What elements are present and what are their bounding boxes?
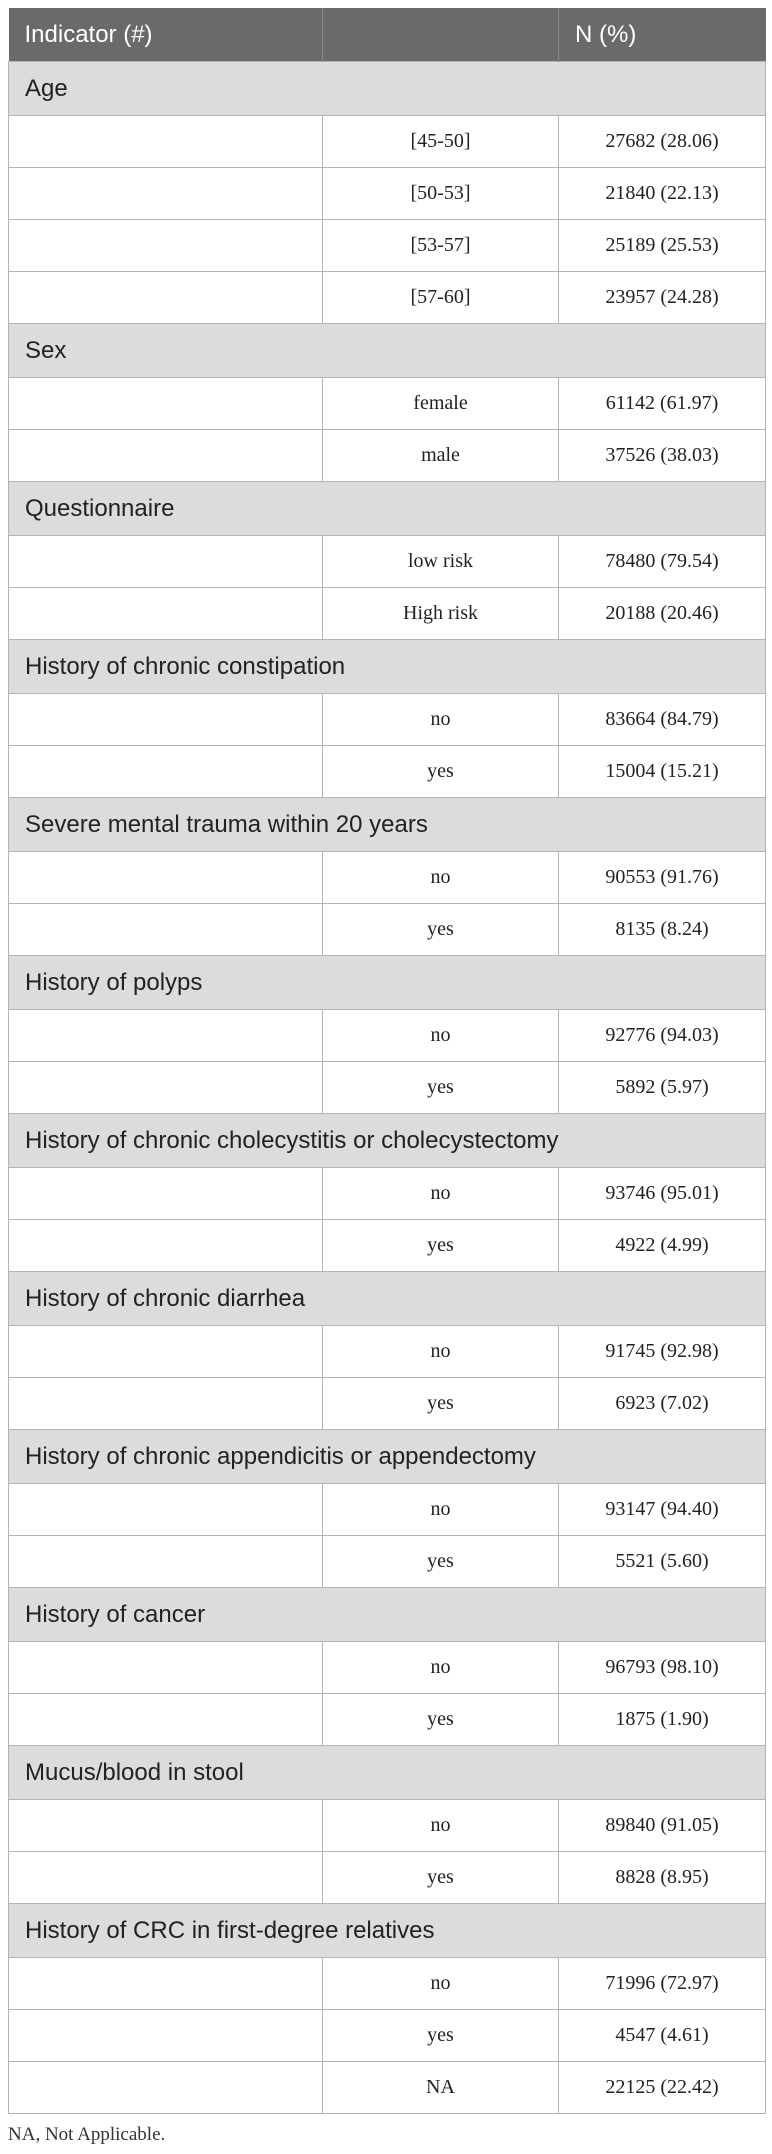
category-cell: yes: [323, 1220, 559, 1272]
empty-indicator-cell: [9, 694, 323, 746]
empty-indicator-cell: [9, 1536, 323, 1588]
empty-indicator-cell: [9, 1958, 323, 2010]
table-row: [9, 588, 766, 640]
empty-indicator-cell: [9, 746, 323, 798]
table-row: [9, 1536, 766, 1588]
group-label: History of chronic constipation: [9, 640, 766, 694]
group-row: [9, 1430, 766, 1484]
table-row: [9, 536, 766, 588]
header-row: [9, 8, 766, 62]
table-row: [9, 1220, 766, 1272]
category-cell: yes: [323, 1694, 559, 1746]
category-cell: no: [323, 1168, 559, 1220]
empty-indicator-cell: [9, 1220, 323, 1272]
group-row: [9, 1114, 766, 1168]
value-cell: 4922 (4.99): [559, 1220, 766, 1272]
empty-indicator-cell: [9, 1852, 323, 1904]
category-cell: yes: [323, 2010, 559, 2062]
header-n-percent: N (%): [559, 8, 766, 62]
value-cell: 91745 (92.98): [559, 1326, 766, 1378]
category-cell: male: [323, 430, 559, 482]
category-cell: [57-60]: [323, 272, 559, 324]
empty-indicator-cell: [9, 220, 323, 272]
empty-indicator-cell: [9, 1484, 323, 1536]
group-label: History of chronic appendicitis or appendectomy: [9, 1430, 766, 1484]
value-cell: 78480 (79.54): [559, 536, 766, 588]
group-row: [9, 482, 766, 536]
category-cell: yes: [323, 1062, 559, 1114]
value-cell: 61142 (61.97): [559, 378, 766, 430]
footnote: NA, Not Applicable.: [8, 2124, 166, 2145]
group-label: History of CRC in first-degree relatives: [9, 1904, 766, 1958]
group-row: [9, 1588, 766, 1642]
empty-indicator-cell: [9, 1326, 323, 1378]
category-cell: High risk: [323, 588, 559, 640]
group-label: History of cancer: [9, 1588, 766, 1642]
value-cell: 37526 (38.03): [559, 430, 766, 482]
value-cell: 8828 (8.95): [559, 1852, 766, 1904]
category-cell: no: [323, 1642, 559, 1694]
table-row: [9, 694, 766, 746]
value-cell: 5521 (5.60): [559, 1536, 766, 1588]
group-label: Mucus/blood in stool: [9, 1746, 766, 1800]
empty-indicator-cell: [9, 1800, 323, 1852]
value-cell: 21840 (22.13): [559, 168, 766, 220]
group-label: Sex: [9, 324, 766, 378]
table-row: [9, 1642, 766, 1694]
table-row: [9, 1694, 766, 1746]
table-row: [9, 1800, 766, 1852]
value-cell: 6923 (7.02): [559, 1378, 766, 1430]
category-cell: [53-57]: [323, 220, 559, 272]
table-row: [9, 1378, 766, 1430]
table-row: [9, 1958, 766, 2010]
value-cell: 23957 (24.28): [559, 272, 766, 324]
table-row: [9, 168, 766, 220]
table-row: [9, 272, 766, 324]
category-cell: yes: [323, 1852, 559, 1904]
empty-indicator-cell: [9, 904, 323, 956]
category-cell: no: [323, 1326, 559, 1378]
empty-indicator-cell: [9, 378, 323, 430]
value-cell: 93147 (94.40): [559, 1484, 766, 1536]
value-cell: 92776 (94.03): [559, 1010, 766, 1062]
group-row: [9, 1746, 766, 1800]
value-cell: 4547 (4.61): [559, 2010, 766, 2062]
category-cell: NA: [323, 2062, 559, 2114]
group-row: [9, 956, 766, 1010]
empty-indicator-cell: [9, 1010, 323, 1062]
group-label: Age: [9, 62, 766, 116]
group-label: Questionnaire: [9, 482, 766, 536]
empty-indicator-cell: [9, 2062, 323, 2114]
table-row: [9, 2010, 766, 2062]
value-cell: 1875 (1.90): [559, 1694, 766, 1746]
empty-indicator-cell: [9, 588, 323, 640]
table-row: [9, 220, 766, 272]
table-row: [9, 430, 766, 482]
empty-indicator-cell: [9, 1642, 323, 1694]
group-label: Severe mental trauma within 20 years: [9, 798, 766, 852]
value-cell: 22125 (22.42): [559, 2062, 766, 2114]
value-cell: 8135 (8.24): [559, 904, 766, 956]
category-cell: yes: [323, 746, 559, 798]
empty-indicator-cell: [9, 536, 323, 588]
empty-indicator-cell: [9, 2010, 323, 2062]
empty-indicator-cell: [9, 1062, 323, 1114]
table-row: [9, 378, 766, 430]
value-cell: 93746 (95.01): [559, 1168, 766, 1220]
empty-indicator-cell: [9, 272, 323, 324]
table-row: [9, 904, 766, 956]
category-cell: yes: [323, 1378, 559, 1430]
group-row: [9, 798, 766, 852]
table-row: [9, 746, 766, 798]
category-cell: no: [323, 694, 559, 746]
value-cell: 27682 (28.06): [559, 116, 766, 168]
empty-indicator-cell: [9, 116, 323, 168]
indicator-table: [8, 8, 766, 2114]
table-row: [9, 2062, 766, 2114]
group-label: History of polyps: [9, 956, 766, 1010]
value-cell: 20188 (20.46): [559, 588, 766, 640]
category-cell: no: [323, 1958, 559, 2010]
empty-indicator-cell: [9, 1168, 323, 1220]
table-row: [9, 1484, 766, 1536]
group-row: [9, 1904, 766, 1958]
table-row: [9, 1168, 766, 1220]
category-cell: [50-53]: [323, 168, 559, 220]
group-row: [9, 640, 766, 694]
group-row: [9, 62, 766, 116]
empty-indicator-cell: [9, 1694, 323, 1746]
value-cell: 96793 (98.10): [559, 1642, 766, 1694]
empty-indicator-cell: [9, 852, 323, 904]
empty-indicator-cell: [9, 168, 323, 220]
value-cell: 5892 (5.97): [559, 1062, 766, 1114]
category-cell: no: [323, 1800, 559, 1852]
group-label: History of chronic diarrhea: [9, 1272, 766, 1326]
table-row: [9, 1852, 766, 1904]
empty-indicator-cell: [9, 430, 323, 482]
value-cell: 15004 (15.21): [559, 746, 766, 798]
category-cell: no: [323, 1010, 559, 1062]
table-row: [9, 116, 766, 168]
table-row: [9, 1326, 766, 1378]
value-cell: 25189 (25.53): [559, 220, 766, 272]
value-cell: 90553 (91.76): [559, 852, 766, 904]
empty-indicator-cell: [9, 1378, 323, 1430]
value-cell: 71996 (72.97): [559, 1958, 766, 2010]
category-cell: female: [323, 378, 559, 430]
table-body: [9, 62, 766, 2114]
table-container: [8, 8, 765, 2114]
category-cell: no: [323, 852, 559, 904]
header-indicator: Indicator (#): [9, 8, 323, 62]
value-cell: 89840 (91.05): [559, 1800, 766, 1852]
category-cell: low risk: [323, 536, 559, 588]
group-label: History of chronic cholecystitis or cholecystectomy: [9, 1114, 766, 1168]
category-cell: no: [323, 1484, 559, 1536]
group-row: [9, 1272, 766, 1326]
table-row: [9, 1010, 766, 1062]
header-category: [323, 8, 559, 62]
table-row: [9, 852, 766, 904]
value-cell: 83664 (84.79): [559, 694, 766, 746]
table-row: [9, 1062, 766, 1114]
category-cell: yes: [323, 904, 559, 956]
category-cell: yes: [323, 1536, 559, 1588]
category-cell: [45-50]: [323, 116, 559, 168]
group-row: [9, 324, 766, 378]
